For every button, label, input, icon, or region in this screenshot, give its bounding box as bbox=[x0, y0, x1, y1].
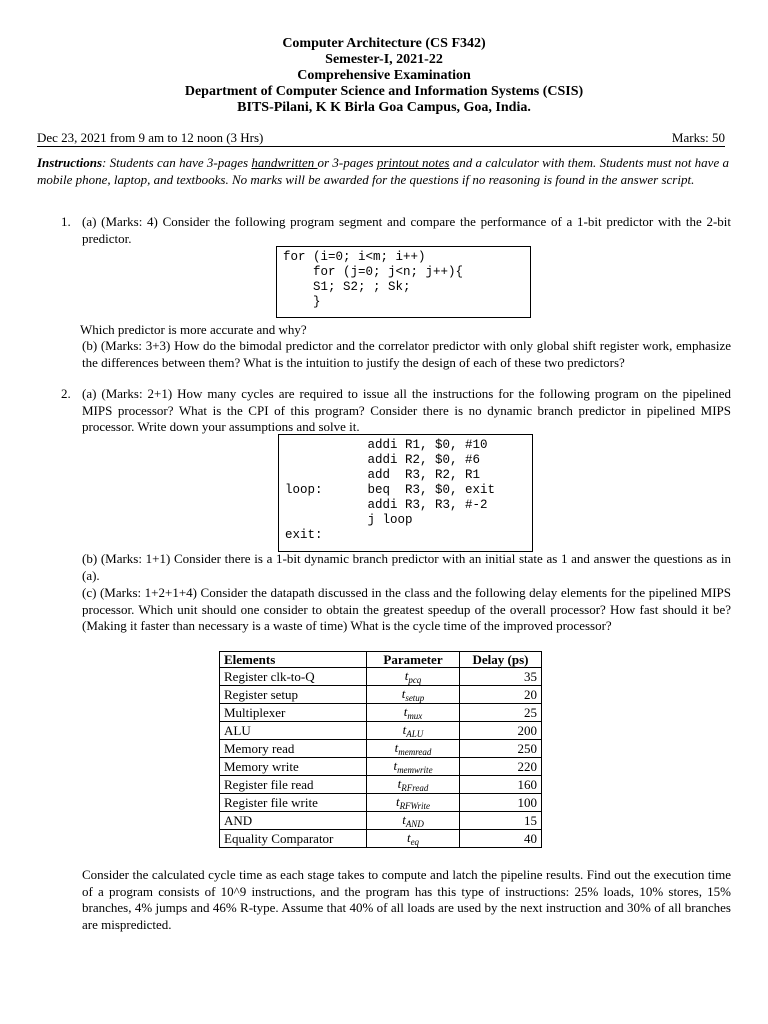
delay-cell: 200 bbox=[460, 722, 542, 740]
instructions-underline-2: printout notes bbox=[376, 155, 450, 170]
parameter-cell bbox=[367, 776, 460, 794]
parameter-symbol: t bbox=[406, 830, 411, 845]
parameter-cell bbox=[367, 740, 460, 758]
exam-type: Comprehensive Examination bbox=[297, 68, 471, 83]
q1-code-block: for (i=0; i<m; i++) for (j=0; j<n; j++){ S1; S2; ; Sk; } bbox=[276, 246, 531, 318]
table-header: Parameter bbox=[367, 652, 460, 668]
table-header: Elements bbox=[220, 652, 367, 668]
parameter-cell bbox=[367, 704, 460, 722]
delay-cell: 35 bbox=[460, 668, 542, 686]
delay-cell: 250 bbox=[460, 740, 542, 758]
element-cell: Register clk-to-Q bbox=[220, 668, 367, 686]
instructions bbox=[37, 154, 729, 188]
delay-cell: 15 bbox=[460, 812, 542, 830]
element-cell: AND bbox=[220, 812, 367, 830]
q1-part-b: (b) (Marks: 3+3) How do the bimodal predictor and the correlator predictor with only global shift register work, emphasize the differences between them? What is the intuition to justify the design of each of these two predictors? bbox=[82, 338, 731, 370]
q2-part-a: (a) (Marks: 2+1) How many cycles are required to issue all the instructions for the following program on the pipelined MIPS processor? What is the CPI of this program? Consider there is no dynamic branch predictor in pipelined MIPS processor. Write down your assumptions and solve it. bbox=[82, 386, 731, 434]
delay-table bbox=[219, 651, 542, 848]
element-cell: Memory read bbox=[220, 740, 367, 758]
parameter-symbol: t bbox=[394, 740, 399, 755]
table-header-row bbox=[220, 652, 542, 668]
instructions-text: : Students can have 3-pages bbox=[102, 155, 252, 170]
parameter-symbol: t bbox=[402, 812, 406, 827]
parameter-cell bbox=[367, 830, 460, 848]
parameter-cell bbox=[367, 722, 460, 740]
table-row bbox=[220, 722, 542, 740]
parameter-subscript: memwrite bbox=[397, 765, 433, 775]
date-line bbox=[37, 130, 725, 147]
delay-cell: 25 bbox=[460, 704, 542, 722]
q1-followup: Which predictor is more accurate and why? bbox=[80, 322, 307, 337]
parameter-symbol: t bbox=[404, 668, 409, 683]
campus: BITS-Pilani, K K Birla Goa Campus, Goa, India. bbox=[237, 100, 531, 115]
table-row bbox=[220, 776, 542, 794]
instructions-text: or 3-pages bbox=[317, 155, 377, 170]
parameter-subscript: eq bbox=[410, 837, 420, 847]
parameter-subscript: AND bbox=[405, 819, 424, 829]
q2-code-block: addi R1, $0, #10 addi R2, $0, #6 add R3, R2, R1 loop: beq R3, $0, exit addi R3, R3, #-2 j loop exit: bbox=[278, 434, 533, 552]
semester: Semester-I, 2021-22 bbox=[325, 52, 443, 67]
table-row bbox=[220, 686, 542, 704]
element-cell: Memory write bbox=[220, 758, 367, 776]
q1-number: 1. bbox=[61, 214, 71, 229]
total-marks: Marks: 50 bbox=[671, 130, 725, 145]
table-row bbox=[220, 758, 542, 776]
q2-part-b: (b) (Marks: 1+1) Consider there is a 1-bit dynamic branch predictor with an initial state as 1 and answer the questions as in (a). bbox=[82, 551, 731, 583]
parameter-symbol: t bbox=[403, 704, 408, 719]
q2-final-paragraph: Consider the calculated cycle time as each stage takes to compute and latch the pipeline results. Find out the execution time of a program consists of 10^9 instructions, and the program has this type of instructions: 25% loads, 10% stores, 15% branches, 4% jumps and 46% R-type. Assume that 40% of all loads are used by the next instruction and 30% of all branches are mispredicted. bbox=[82, 867, 731, 932]
element-cell: Register file read bbox=[220, 776, 367, 794]
q1-part-a: (a) (Marks: 4) Consider the following program segment and compare the performance of a 1-bit predictor with the 2-bit predictor. bbox=[82, 214, 731, 246]
element-cell: Equality Comparator bbox=[220, 830, 367, 848]
parameter-symbol: t bbox=[402, 722, 407, 737]
table-row bbox=[220, 668, 542, 686]
parameter-cell bbox=[367, 686, 460, 704]
parameter-subscript: ALU bbox=[406, 729, 424, 739]
parameter-cell bbox=[367, 758, 460, 776]
exam-header bbox=[0, 36, 768, 116]
parameter-symbol: t bbox=[397, 776, 402, 791]
delay-cell: 100 bbox=[460, 794, 542, 812]
delay-cell: 220 bbox=[460, 758, 542, 776]
table-row bbox=[220, 794, 542, 812]
parameter-cell bbox=[367, 668, 460, 686]
parameter-symbol: t bbox=[401, 686, 406, 701]
table-row bbox=[220, 830, 542, 848]
parameter-subscript: memread bbox=[398, 747, 432, 757]
table-row bbox=[220, 740, 542, 758]
instructions-label: Instructions bbox=[37, 155, 103, 170]
instructions-text: and a calculator with them. Students must not have a mobile phone, laptop, and textbooks. No marks will be awarded for the questions if no reasoning is found in the answer script. bbox=[37, 155, 730, 187]
instructions-underline-1: handwritten bbox=[251, 155, 318, 170]
parameter-cell bbox=[367, 812, 460, 830]
q2-part-c: (c) (Marks: 1+2+1+4) Consider the datapath discussed in the class and the following delay elements for the pipelined MIPS processor. Which unit should one consider to obtain the greatest speedup of the overall processor? How fast should it be? (Making it faster than necessary is a waste of time) What is the cycle time of the improved processor? bbox=[82, 585, 731, 633]
parameter-cell bbox=[367, 794, 460, 812]
parameter-subscript: RFread bbox=[401, 783, 429, 793]
course-title: Computer Architecture (CS F342) bbox=[282, 36, 486, 51]
element-cell: ALU bbox=[220, 722, 367, 740]
element-cell: Multiplexer bbox=[220, 704, 367, 722]
exam-date: Dec 23, 2021 from 9 am to 12 noon (3 Hrs) bbox=[37, 130, 264, 145]
parameter-symbol: t bbox=[393, 758, 398, 773]
parameter-subscript: mux bbox=[407, 711, 423, 721]
element-cell: Register setup bbox=[220, 686, 367, 704]
parameter-subscript: RFWrite bbox=[399, 801, 431, 811]
table-row bbox=[220, 704, 542, 722]
parameter-subscript: pcq bbox=[408, 675, 422, 685]
delay-cell: 160 bbox=[460, 776, 542, 794]
divider bbox=[37, 146, 725, 147]
table-row bbox=[220, 812, 542, 830]
parameter-subscript: setup bbox=[405, 693, 425, 703]
delay-cell: 20 bbox=[460, 686, 542, 704]
element-cell: Register file write bbox=[220, 794, 367, 812]
department: Department of Computer Science and Information Systems (CSIS) bbox=[184, 84, 584, 99]
table-body bbox=[220, 668, 542, 848]
parameter-symbol: t bbox=[395, 794, 400, 809]
delay-cell: 40 bbox=[460, 830, 542, 848]
table-header: Delay (ps) bbox=[460, 652, 542, 668]
q2-number: 2. bbox=[61, 386, 71, 401]
